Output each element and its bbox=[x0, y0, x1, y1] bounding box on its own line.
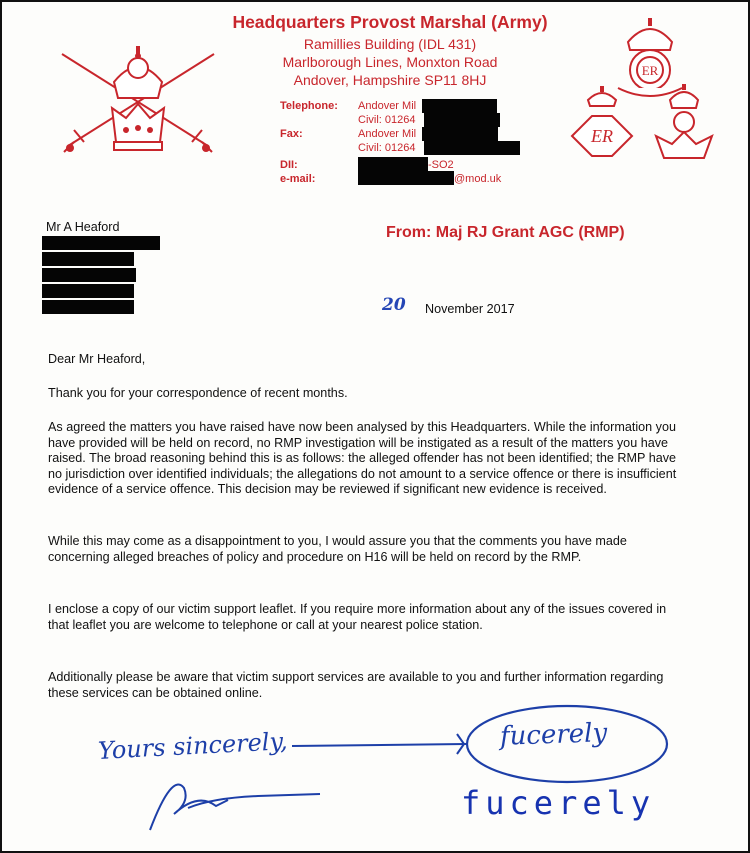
dii-label: DII: bbox=[280, 159, 298, 171]
signature-scribble bbox=[150, 785, 320, 830]
redaction-block bbox=[42, 284, 134, 298]
redaction-block bbox=[358, 171, 454, 185]
from-line: From: Maj RJ Grant AGC (RMP) bbox=[386, 224, 625, 241]
paragraph-4: I enclose a copy of our victim support leaflet. If you require more information about any of the issues covered in that leaflet you are welcome to telephone or call at your nearest police station. bbox=[48, 602, 667, 632]
redaction-block bbox=[422, 99, 497, 113]
redaction-block bbox=[358, 157, 428, 171]
letterhead-title: Headquarters Provost Marshal (Army) bbox=[232, 12, 548, 32]
zoomed-sign-off-word: fucerely bbox=[499, 718, 608, 752]
telephone-label: Telephone: bbox=[280, 100, 338, 112]
paragraph-1: Thank you for your correspondence of recent months. bbox=[48, 386, 348, 400]
email-label: e-mail: bbox=[280, 173, 316, 185]
dii-suffix: -SO2 bbox=[428, 159, 454, 171]
fax-civil: Civil: 01264 bbox=[358, 142, 416, 154]
recipient-name: Mr A Heaford bbox=[46, 220, 120, 234]
telephone-civil: Civil: 01264 bbox=[358, 114, 416, 126]
date-month-year: November 2017 bbox=[425, 302, 515, 316]
redaction-block bbox=[422, 127, 498, 141]
handwritten-sign-off: Yours sincerely, bbox=[97, 727, 289, 765]
pointer-arrowhead bbox=[457, 734, 464, 754]
redaction-block bbox=[424, 113, 500, 127]
svg-text:ER: ER bbox=[591, 126, 613, 146]
handwritten-date-day: 20 bbox=[382, 295, 406, 315]
address-line-2: Marlborough Lines, Monxton Road bbox=[282, 54, 498, 70]
telephone-mil: Andover Mil bbox=[358, 100, 417, 112]
fax-label: Fax: bbox=[280, 128, 303, 140]
redaction-block bbox=[42, 300, 134, 314]
paragraph-3: While this may come as a disappointment to you, I would assure you that the comments you have made concerning alleged breaches of policy and procedure on H16 will be held on record by the RMP. bbox=[48, 534, 627, 564]
redaction-block bbox=[42, 236, 160, 250]
paragraph-2: As agreed the matters you have raised have now been analysed by this Headquarters. While the information you have provided will be held on record, no RMP investigation will be instigated as a result of the matters you have raised. The broad reasoning behind this is as follows: the alleged offender has not been identified; the RMP have no jurisdiction over identified individuals; the allegations do not amount to a service offence or there is insufficient evidence of a service offence. This decision may be reviewed if significant new evidence is received. bbox=[48, 420, 677, 496]
email-suffix: @mod.uk bbox=[454, 173, 502, 185]
printed-annotation-word: fucerely bbox=[461, 784, 656, 822]
address-line-1: Ramillies Building (IDL 431) bbox=[303, 36, 477, 52]
redaction-block bbox=[424, 141, 520, 155]
paragraph-5: Additionally please be aware that victim support services are available to you and further information regarding these services can be obtained online. bbox=[48, 670, 664, 700]
redaction-block bbox=[42, 252, 134, 266]
address-line-3: Andover, Hampshire SP11 8HJ bbox=[293, 72, 487, 88]
redaction-block bbox=[42, 268, 136, 282]
pointer-line bbox=[292, 744, 466, 746]
fax-mil: Andover Mil bbox=[358, 128, 417, 140]
salutation: Dear Mr Heaford, bbox=[48, 352, 146, 366]
svg-text:ER: ER bbox=[641, 63, 659, 78]
